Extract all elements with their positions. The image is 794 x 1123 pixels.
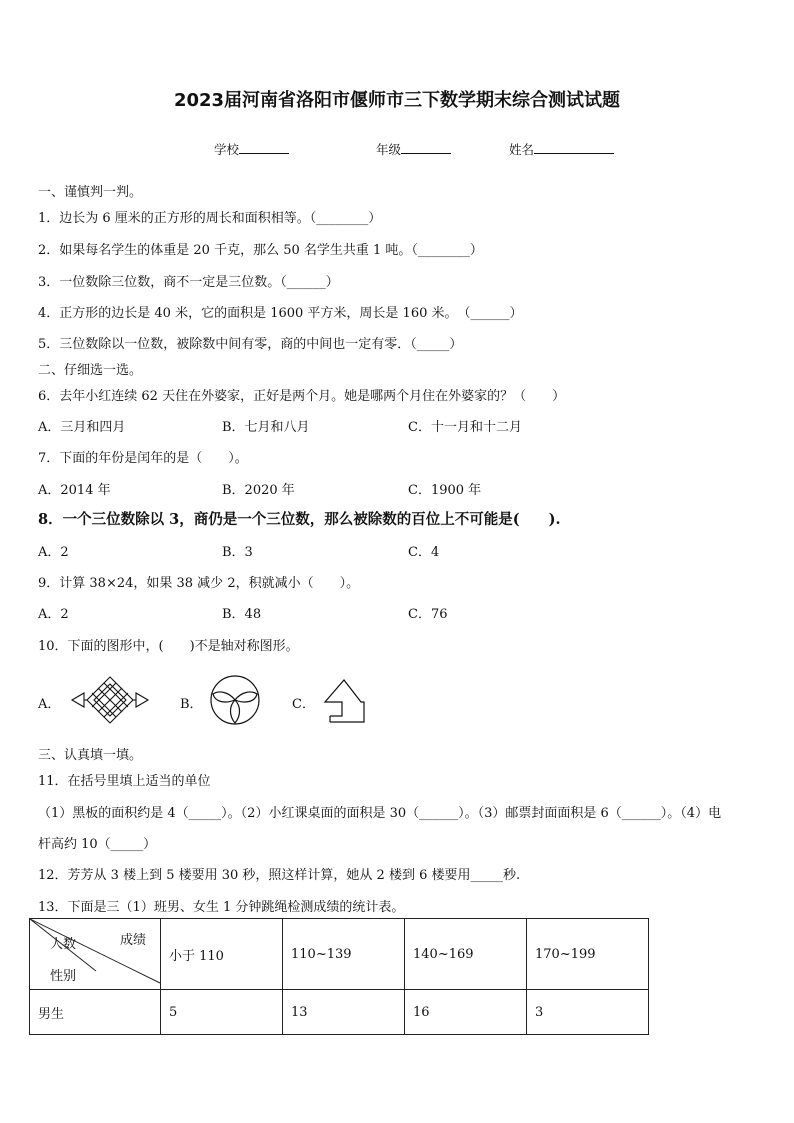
question-12: 12．芳芳从 3 楼上到 5 楼要用 30 秒，照这样计算，她从 2 楼到 6 楼要用_____秒. (38, 868, 521, 883)
diag-label-score: 成绩 (120, 933, 147, 948)
question-2: 2．如果每名学生的体重是 20 千克，那么 50 名学生共重 1 吨。（________） (38, 243, 483, 258)
school-blank (239, 141, 289, 154)
section2-heading: 二、仔细选一选。 (38, 363, 143, 378)
q10-option-b: B． (180, 697, 203, 712)
question-6: 6．去年小红连续 62 天住在外婆家，正好是两个月。她是哪两个月住在外婆家的？（ ） (38, 389, 566, 404)
table-cell: 3 (527, 990, 649, 1035)
circle-three-petals-icon (207, 674, 263, 726)
table-row (30, 990, 649, 1035)
name-field (509, 140, 614, 158)
school-field (214, 140, 289, 158)
q9-option-c: C．76 (408, 607, 448, 622)
name-blank (534, 141, 614, 154)
question-5: 5．三位数除以一位数，被除数中间有零，商的中间也一定有零．（_____） (38, 337, 463, 352)
diag-label-count: 人数 (50, 937, 77, 952)
q6-option-b: B．七月和八月 (222, 420, 310, 435)
q9-option-a: A．2 (38, 607, 69, 622)
q8-option-a: A．2 (38, 545, 69, 560)
q7-option-b: B．2020 年 (222, 483, 295, 498)
q8-option-c: C．4 (408, 545, 440, 560)
column-header: 小于 110 (161, 919, 283, 990)
house-arrow-icon (320, 678, 368, 726)
page-title: 2023届河南省洛阳市偃师市三下数学期末综合测试试题 (173, 90, 621, 111)
diag-label-gender: 性别 (50, 969, 77, 984)
question-4: 4．正方形的边长是 40 米，它的面积是 1600 平方米，周长是 160 米。 （______） (38, 306, 523, 321)
q9-option-b: B．48 (222, 607, 262, 622)
name-label: 姓名 (509, 142, 535, 157)
q6-option-c: C．十一月和十二月 (408, 420, 522, 435)
column-header: 170~199 (527, 919, 649, 990)
row-label: 男生 (30, 990, 161, 1035)
question-9: 9．计算 38×24，如果 38 减少 2，积就减小（ ）。 (38, 576, 360, 591)
jump-rope-stats-table (29, 918, 649, 1035)
question-1: 1．边长为 6 厘米的正方形的周长和面积相等。（________） (38, 211, 382, 226)
table-cell: 16 (405, 990, 527, 1035)
table-cell: 13 (283, 990, 405, 1035)
q6-option-a: A．三月和四月 (38, 420, 126, 435)
school-label: 学校 (214, 142, 240, 157)
q7-option-a: A．2014 年 (38, 483, 111, 498)
q8-option-b: B．3 (222, 545, 253, 560)
diagonal-header-cell (30, 919, 161, 990)
table-header-row (30, 919, 649, 990)
question-7: 7．下面的年份是闰年的是（ ）。 (38, 451, 248, 466)
section1-heading: 一、谨慎判一判。 (38, 185, 143, 200)
column-header: 110~139 (283, 919, 405, 990)
question-10: 10．下面的图形中，( )不是轴对称图形。 (38, 639, 299, 654)
q7-option-c: C．1900 年 (408, 483, 482, 498)
q10-option-c: C． (292, 697, 315, 712)
grade-label: 年级 (376, 142, 402, 157)
q10-option-a: A． (38, 697, 61, 712)
column-header: 140~169 (405, 919, 527, 990)
chinese-knot-icon (70, 675, 150, 725)
grade-blank (401, 141, 451, 154)
grade-field (376, 140, 451, 158)
question-8: 8．一个三位数除以 3，商仍是一个三位数，那么被除数的百位上不可能是( ). (38, 511, 561, 528)
question-11: 11．在括号里填上适当的单位 (38, 774, 211, 789)
table-cell: 5 (161, 990, 283, 1035)
question-13: 13．下面是三（1）班男、女生 1 分钟跳绳检测成绩的统计表。 (38, 900, 405, 915)
section3-heading: 三、认真填一填。 (38, 748, 143, 763)
question-11-line1: （1）黑板的面积约是 4（_____）。（2）小红课桌面的面积是 30（______）。（3）邮票封面面积是 6（______）。（4）电 (38, 806, 722, 821)
question-3: 3．一位数除三位数，商不一定是三位数。（______） (38, 275, 339, 290)
question-11-line2: 杆高约 10（_____） (38, 837, 157, 852)
